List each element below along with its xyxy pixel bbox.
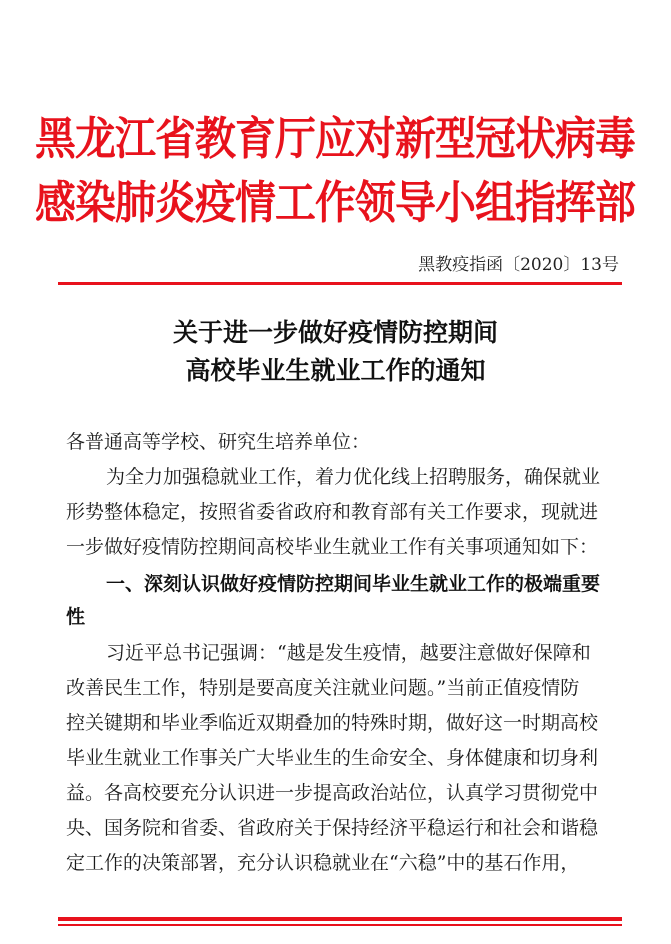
paragraph-2-line: 益。各高校要充分认识进一步提高政治站位，认真学习贯彻党中 xyxy=(66,782,599,804)
document-number: 黑教疫指函〔2020〕13号 xyxy=(418,255,619,275)
document-title-line-1: 关于进一步做好疫情防控期间 xyxy=(172,318,498,347)
red-divider-bottom-thick xyxy=(58,917,622,921)
paragraph-1-line: 形势整体稳定，按照省委省政府和教育部有关工作要求，现就进 xyxy=(66,501,599,523)
section-heading-1: 一、深刻认识做好疫情防控期间毕业生就业工作的极端重要 xyxy=(106,573,601,595)
paragraph-1-line: 为全力加强稳就业工作，着力优化线上招聘服务，确保就业 xyxy=(106,466,601,488)
paragraph-2-line: 控关键期和毕业季临近双期叠加的特殊时期，做好这一时期高校 xyxy=(66,712,599,734)
paragraph-2-line: 毕业生就业工作事关广大毕业生的生命安全、身体健康和切身利 xyxy=(66,747,599,769)
section-heading-1-continued: 性 xyxy=(66,606,86,628)
red-divider-top xyxy=(58,282,622,285)
issuer-header-line-2: 感染肺炎疫情工作领导小组指挥部 xyxy=(35,176,636,229)
document-title-line-2: 高校毕业生就业工作的通知 xyxy=(185,356,486,385)
paragraph-2-line: 习近平总书记强调：“越是发生疫情，越要注意做好保障和 xyxy=(106,642,591,664)
paragraph-2-line: 定工作的决策部署，充分认识稳就业在“六稳”中的基石作用， xyxy=(66,852,580,874)
salutation: 各普通高等学校、研究生培养单位： xyxy=(66,431,371,453)
issuer-header-line-1: 黑龙江省教育厅应对新型冠状病毒 xyxy=(35,112,636,165)
paragraph-2-line: 央、国务院和省委、省政府关于保持经济平稳运行和社会和谐稳 xyxy=(66,817,599,839)
paragraph-1-line: 一步做好疫情防控期间高校毕业生就业工作有关事项通知如下： xyxy=(66,536,599,558)
paragraph-2-line: 改善民生工作，特别是要高度关注就业问题。”当前正值疫情防 xyxy=(66,677,580,699)
red-divider-bottom-thin xyxy=(58,924,622,926)
